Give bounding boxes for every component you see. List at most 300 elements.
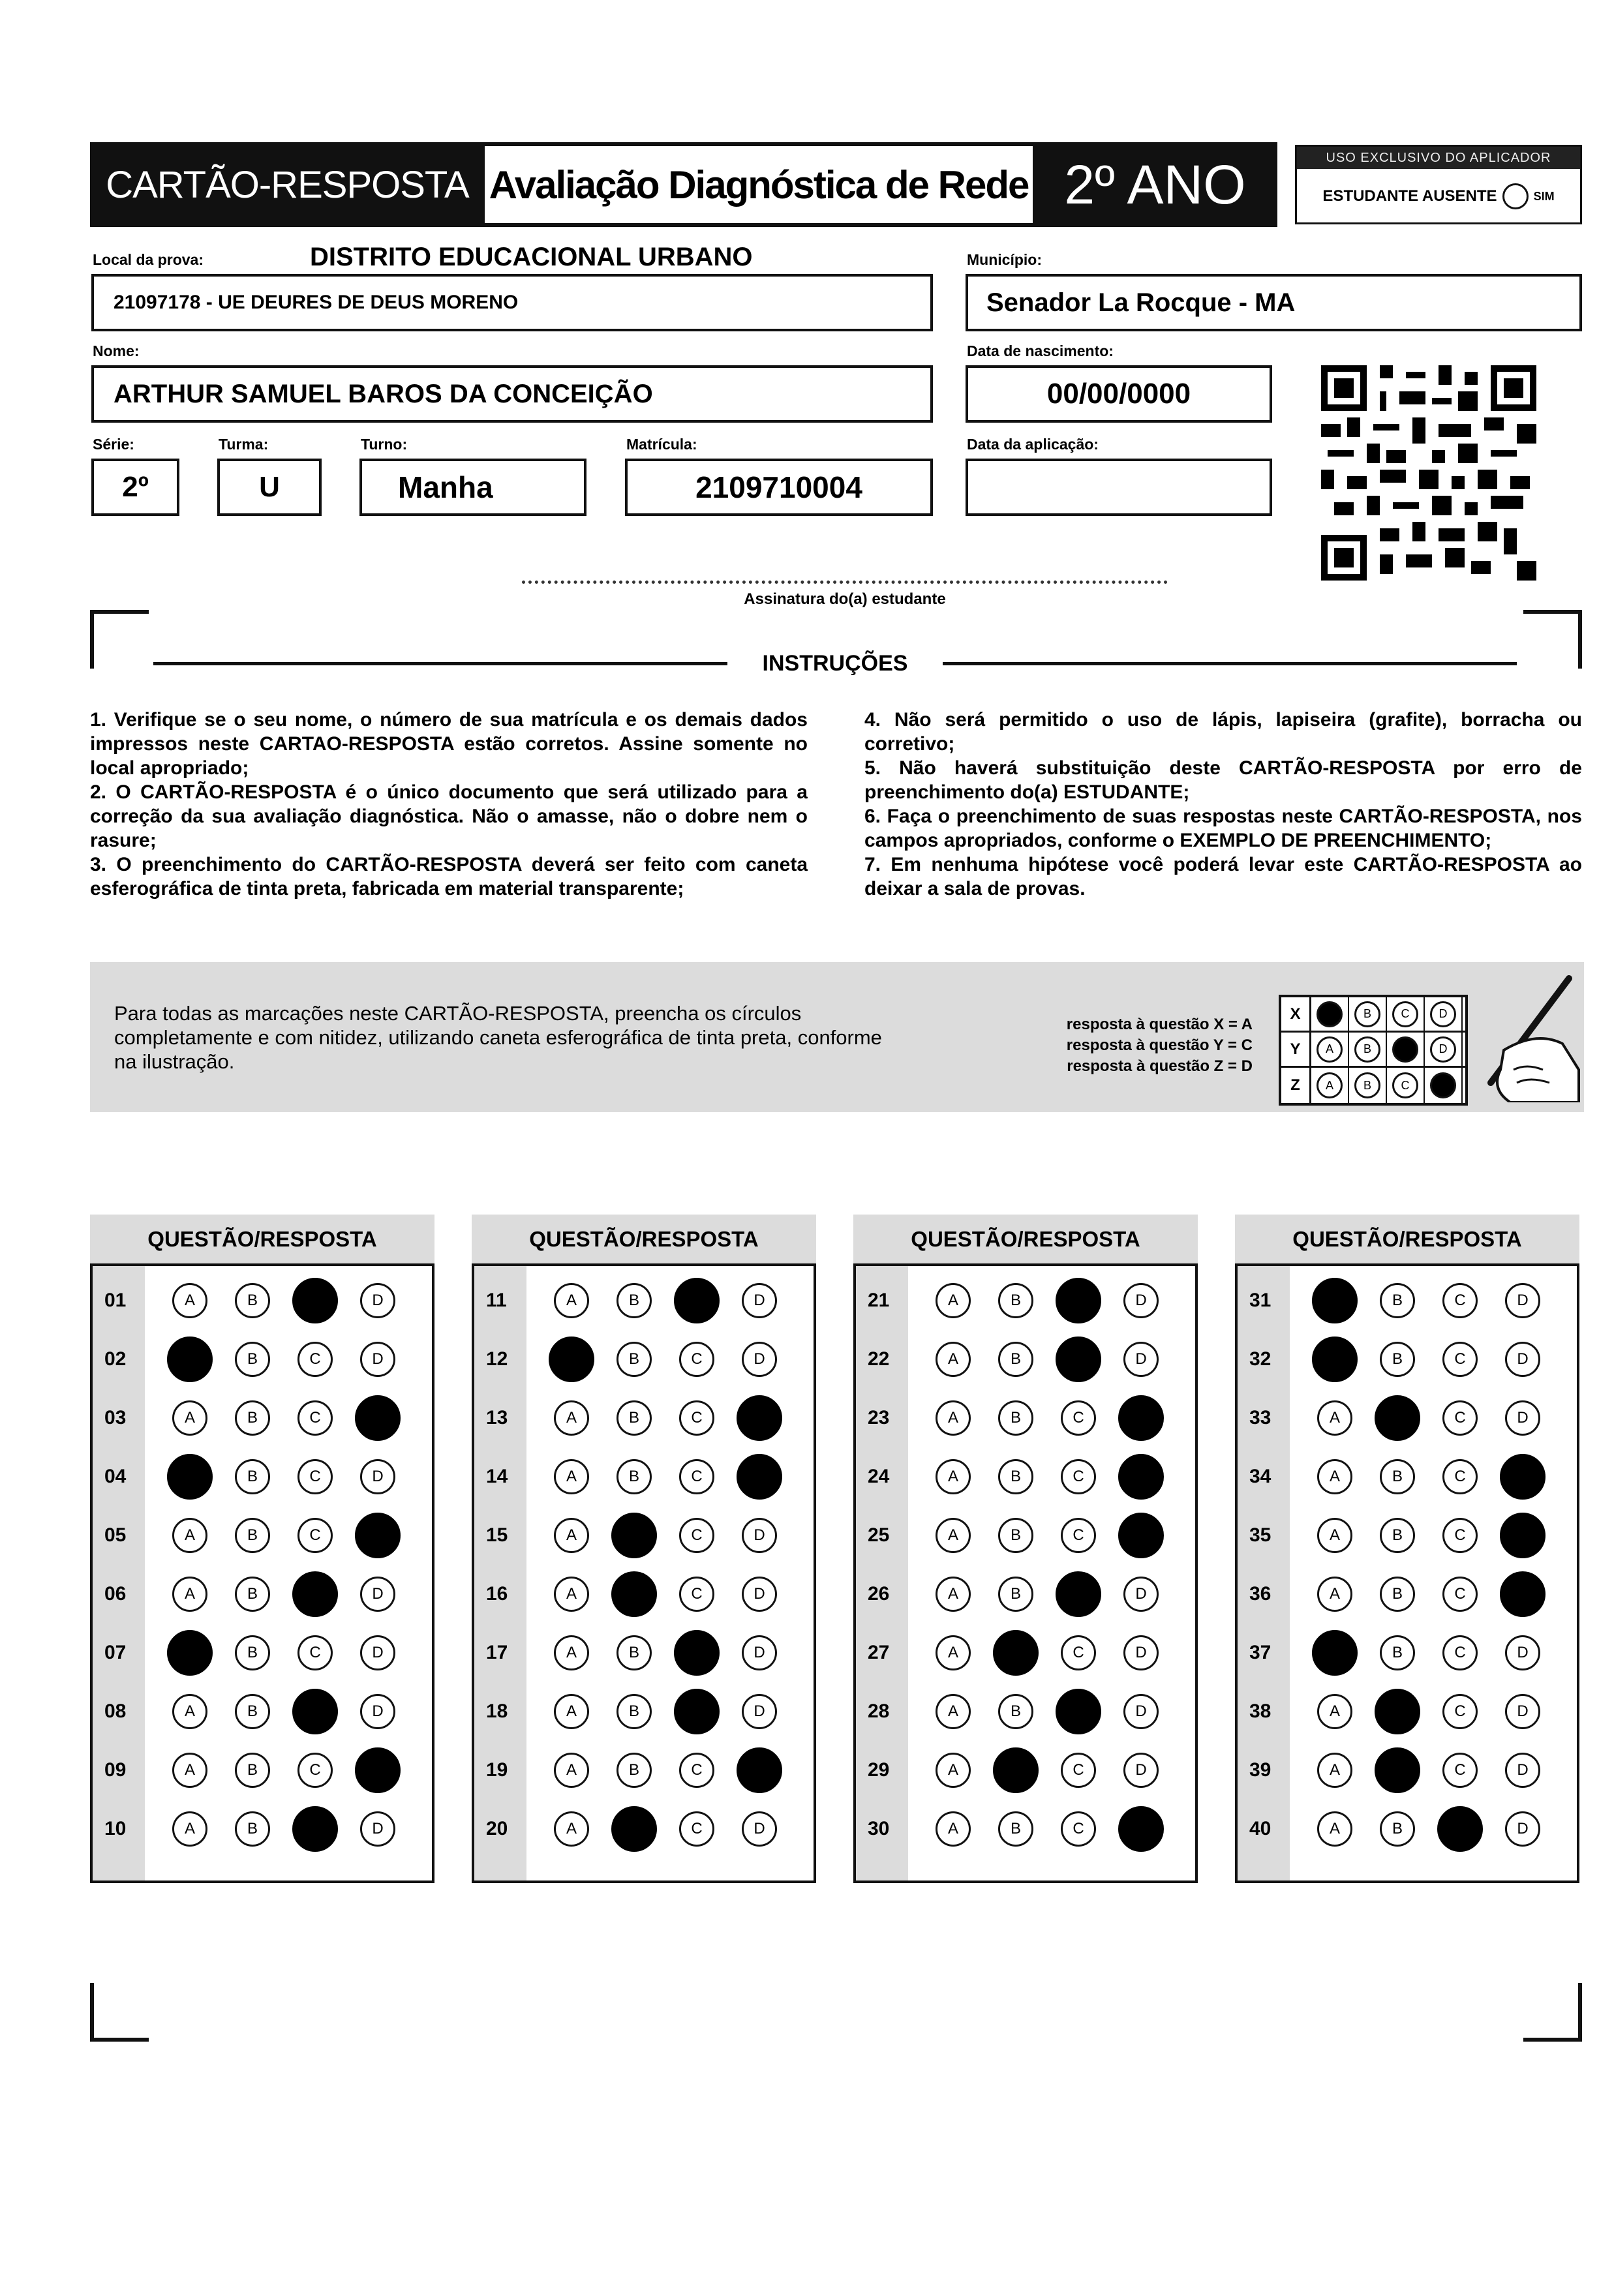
answer-bubble-a[interactable] bbox=[172, 1518, 207, 1553]
instructions-rule-right bbox=[943, 662, 1517, 665]
bubble-letter: B bbox=[1392, 1526, 1403, 1544]
answer-bubble-d[interactable] bbox=[742, 1577, 777, 1612]
answer-bubble-c[interactable] bbox=[679, 1459, 714, 1494]
question-row bbox=[474, 1682, 814, 1741]
bubble-letter: B bbox=[1010, 1526, 1021, 1544]
answer-bubble-d[interactable] bbox=[360, 1283, 395, 1318]
answer-block-2 bbox=[472, 1215, 816, 1886]
bubble-letter: D bbox=[1135, 1761, 1147, 1779]
bubble-letter: A bbox=[184, 1526, 195, 1544]
answer-bubble-a[interactable] bbox=[1317, 1577, 1352, 1612]
example-bubble-c: C bbox=[1392, 1072, 1418, 1098]
answer-bubble-a[interactable] bbox=[1312, 1630, 1358, 1676]
answer-bubble-b[interactable] bbox=[235, 1577, 270, 1612]
question-row bbox=[93, 1565, 432, 1624]
question-row bbox=[1238, 1447, 1577, 1506]
answer-bubble-d[interactable] bbox=[355, 1513, 401, 1558]
answer-bubble-c[interactable] bbox=[1061, 1400, 1096, 1436]
answer-bubble-b[interactable] bbox=[235, 1811, 270, 1847]
bubble-letter: D bbox=[754, 1292, 765, 1309]
bubble-letter: B bbox=[628, 1350, 639, 1368]
example-cell bbox=[1311, 997, 1349, 1031]
answer-bubble-a[interactable] bbox=[167, 1337, 213, 1382]
bubble-letter: D bbox=[1517, 1820, 1529, 1837]
bubble-letter: C bbox=[1454, 1468, 1466, 1485]
serie-value: 2º bbox=[122, 471, 149, 503]
answer-bubble-b[interactable] bbox=[617, 1400, 652, 1436]
answer-bubble-c[interactable] bbox=[1061, 1811, 1096, 1847]
question-row bbox=[93, 1682, 432, 1741]
qr-code-icon bbox=[1321, 365, 1536, 581]
answer-bubble-a[interactable] bbox=[554, 1283, 589, 1318]
answer-bubble-d[interactable] bbox=[1123, 1694, 1159, 1729]
answer-bubble-d[interactable] bbox=[1500, 1513, 1545, 1558]
question-row bbox=[1238, 1682, 1577, 1741]
answer-bubble-d[interactable] bbox=[1505, 1694, 1540, 1729]
answer-bubble-c[interactable] bbox=[674, 1278, 720, 1323]
example-cell bbox=[1387, 1068, 1425, 1103]
answer-bubble-a[interactable] bbox=[1317, 1811, 1352, 1847]
answer-bubble-b[interactable] bbox=[235, 1400, 270, 1436]
answer-bubble-b[interactable] bbox=[235, 1459, 270, 1494]
instruction-item: 1. Verifique se o seu nome, o número de sua matrícula e os demais dados impressos neste CARTAO-RESPOSTA estão corretos. Assine somente no local apropriado; bbox=[90, 709, 808, 779]
bubble-letter: C bbox=[1454, 1409, 1466, 1427]
answer-bubble-c[interactable] bbox=[1442, 1577, 1478, 1612]
answer-bubble-c[interactable] bbox=[297, 1342, 333, 1377]
answer-bubble-c[interactable] bbox=[1442, 1635, 1478, 1670]
matricula-label: Matrícula: bbox=[626, 436, 697, 453]
answer-bubble-b[interactable] bbox=[998, 1342, 1033, 1377]
bubble-letter: C bbox=[1073, 1409, 1084, 1427]
aplicacao-label: Data da aplicação: bbox=[967, 436, 1099, 453]
answer-bubble-a[interactable] bbox=[554, 1635, 589, 1670]
question-number: 36 bbox=[1249, 1583, 1271, 1605]
bubble-letter: A bbox=[566, 1409, 577, 1427]
answer-bubble-d[interactable] bbox=[1505, 1342, 1540, 1377]
bubble-letter: A bbox=[1329, 1409, 1340, 1427]
answer-bubble-d[interactable] bbox=[737, 1747, 782, 1793]
answer-bubble-d[interactable] bbox=[360, 1342, 395, 1377]
answer-bubble-a[interactable] bbox=[936, 1753, 971, 1788]
question-row bbox=[474, 1330, 814, 1389]
instructions-right bbox=[864, 708, 1582, 901]
answer-bubble-a[interactable] bbox=[549, 1337, 594, 1382]
example-bubble-d: D bbox=[1430, 1036, 1456, 1063]
answer-bubble-c[interactable] bbox=[292, 1571, 338, 1617]
answer-bubble-b[interactable] bbox=[235, 1518, 270, 1553]
answer-bubble-b[interactable] bbox=[1380, 1283, 1415, 1318]
answer-bubble-d[interactable] bbox=[737, 1454, 782, 1500]
example-line-z: resposta à questão Z = D bbox=[1067, 1057, 1253, 1075]
example-bubble-c bbox=[1392, 1036, 1418, 1063]
answer-bubble-d[interactable] bbox=[1118, 1395, 1164, 1441]
answer-bubble-d[interactable] bbox=[1505, 1811, 1540, 1847]
bubble-letter: A bbox=[947, 1761, 958, 1779]
question-number: 30 bbox=[868, 1818, 890, 1839]
example-grid bbox=[1279, 995, 1468, 1106]
answer-bubble-b[interactable] bbox=[617, 1342, 652, 1377]
answer-bubble-d[interactable] bbox=[360, 1694, 395, 1729]
question-row bbox=[474, 1447, 814, 1506]
question-row bbox=[1238, 1271, 1577, 1330]
answer-bubble-c[interactable] bbox=[679, 1400, 714, 1436]
question-row bbox=[474, 1271, 814, 1330]
answer-bubble-a[interactable] bbox=[554, 1577, 589, 1612]
answer-bubble-b[interactable] bbox=[998, 1400, 1033, 1436]
answer-bubble-c[interactable] bbox=[1061, 1459, 1096, 1494]
answer-bubble-b[interactable] bbox=[235, 1694, 270, 1729]
bubble-letter: B bbox=[628, 1468, 639, 1485]
bubble-letter: B bbox=[247, 1409, 258, 1427]
nome-field bbox=[91, 365, 933, 423]
bubble-letter: B bbox=[1010, 1702, 1021, 1720]
answer-bubble-c[interactable] bbox=[1442, 1753, 1478, 1788]
answer-bubble-a[interactable] bbox=[172, 1694, 207, 1729]
answer-bubble-d[interactable] bbox=[1123, 1635, 1159, 1670]
answer-bubble-c[interactable] bbox=[297, 1459, 333, 1494]
answer-bubble-a[interactable] bbox=[1317, 1753, 1352, 1788]
example-cell bbox=[1425, 997, 1463, 1031]
answer-bubble-d[interactable] bbox=[737, 1395, 782, 1441]
answer-bubble-d[interactable] bbox=[1118, 1513, 1164, 1558]
bubble-letter: C bbox=[1073, 1644, 1084, 1661]
bubble-letter: C bbox=[1073, 1468, 1084, 1485]
answer-bubble-b[interactable] bbox=[1380, 1577, 1415, 1612]
instructions-left bbox=[90, 708, 808, 901]
example-row-key: Z bbox=[1281, 1068, 1311, 1103]
question-number: 24 bbox=[868, 1466, 890, 1487]
answer-bubble-d[interactable] bbox=[1505, 1635, 1540, 1670]
bubble-letter: D bbox=[754, 1526, 765, 1544]
answer-bubble-d[interactable] bbox=[1118, 1806, 1164, 1852]
answer-bubble-a[interactable] bbox=[167, 1454, 213, 1500]
municipio-field bbox=[966, 274, 1582, 331]
answer-bubble-a[interactable] bbox=[936, 1577, 971, 1612]
question-number: 18 bbox=[486, 1700, 508, 1722]
answer-bubble-c[interactable] bbox=[297, 1635, 333, 1670]
question-row bbox=[1238, 1800, 1577, 1858]
example-line-y: resposta à questão Y = C bbox=[1066, 1036, 1253, 1054]
instruction-item: 3. O preenchimento do CARTÃO-RESPOSTA deverá ser feito com caneta esferográfica de tinta preta, fabricada em material transparente; bbox=[90, 854, 808, 899]
bubble-letter: B bbox=[1010, 1292, 1021, 1309]
answer-bubble-c[interactable] bbox=[1056, 1278, 1101, 1323]
answer-bubble-a[interactable] bbox=[936, 1694, 971, 1729]
answer-bubble-a[interactable] bbox=[554, 1518, 589, 1553]
bubble-letter: A bbox=[566, 1468, 577, 1485]
answer-bubble-a[interactable] bbox=[936, 1342, 971, 1377]
answer-bubble-d[interactable] bbox=[742, 1635, 777, 1670]
answer-bubble-b[interactable] bbox=[235, 1635, 270, 1670]
bubble-letter: B bbox=[247, 1761, 258, 1779]
absent-checkbox[interactable] bbox=[1502, 183, 1529, 209]
question-row bbox=[856, 1506, 1195, 1565]
answer-bubble-c[interactable] bbox=[679, 1342, 714, 1377]
example-bubble-a: A bbox=[1317, 1072, 1343, 1098]
answer-bubble-c[interactable] bbox=[1442, 1459, 1478, 1494]
bubble-letter: B bbox=[247, 1585, 258, 1603]
example-cell bbox=[1311, 1033, 1349, 1066]
example-bubble-c: C bbox=[1392, 1001, 1418, 1027]
answer-bubble-d[interactable] bbox=[360, 1459, 395, 1494]
bubble-letter: D bbox=[754, 1644, 765, 1661]
example-cell bbox=[1387, 1033, 1425, 1066]
answer-bubble-b[interactable] bbox=[611, 1571, 657, 1617]
answer-bubble-a[interactable] bbox=[1312, 1278, 1358, 1323]
answer-bubble-d[interactable] bbox=[1123, 1753, 1159, 1788]
answer-bubble-a[interactable] bbox=[554, 1753, 589, 1788]
instruction-item: 5. Não haverá substituição deste CARTÃO-RESPOSTA por erro de preenchimento do(a) ESTUDANTE; bbox=[864, 757, 1582, 803]
matricula-field bbox=[625, 459, 933, 516]
answer-bubble-b[interactable] bbox=[998, 1459, 1033, 1494]
answer-bubble-a[interactable] bbox=[1317, 1518, 1352, 1553]
turno-value: Manha bbox=[398, 470, 493, 504]
question-number: 35 bbox=[1249, 1524, 1271, 1546]
answer-bubble-c[interactable] bbox=[1442, 1518, 1478, 1553]
answer-bubble-b[interactable] bbox=[993, 1630, 1039, 1676]
answer-bubble-d[interactable] bbox=[1505, 1400, 1540, 1436]
serie-label: Série: bbox=[93, 436, 134, 453]
answer-bubble-c[interactable] bbox=[679, 1811, 714, 1847]
answer-bubble-b[interactable] bbox=[235, 1283, 270, 1318]
answer-bubble-d[interactable] bbox=[1123, 1577, 1159, 1612]
question-number: 06 bbox=[104, 1583, 127, 1605]
question-number: 11 bbox=[486, 1290, 507, 1311]
answer-bubble-a[interactable] bbox=[554, 1400, 589, 1436]
bubble-letter: C bbox=[1454, 1702, 1466, 1720]
answer-bubble-a[interactable] bbox=[936, 1635, 971, 1670]
question-number: 32 bbox=[1249, 1348, 1271, 1370]
bubble-letter: C bbox=[309, 1409, 321, 1427]
bubble-letter: B bbox=[1010, 1468, 1021, 1485]
question-row bbox=[93, 1741, 432, 1800]
answer-bubble-d[interactable] bbox=[1123, 1283, 1159, 1318]
instruction-item: 4. Não será permitido o uso de lápis, lapiseira (grafite), borracha ou corretivo; bbox=[864, 709, 1582, 755]
answer-bubble-b[interactable] bbox=[617, 1753, 652, 1788]
block-body bbox=[90, 1263, 434, 1883]
answer-bubble-b[interactable] bbox=[235, 1342, 270, 1377]
answer-bubble-b[interactable] bbox=[1380, 1518, 1415, 1553]
answer-bubble-c[interactable] bbox=[1442, 1400, 1478, 1436]
answer-bubble-c[interactable] bbox=[1442, 1283, 1478, 1318]
bubble-letter: C bbox=[309, 1761, 321, 1779]
bubble-letter: A bbox=[947, 1292, 958, 1309]
answer-bubble-a[interactable] bbox=[1317, 1400, 1352, 1436]
answer-bubble-a[interactable] bbox=[554, 1459, 589, 1494]
answer-bubble-b[interactable] bbox=[617, 1459, 652, 1494]
answer-bubble-b[interactable] bbox=[1380, 1342, 1415, 1377]
answer-bubble-b[interactable] bbox=[998, 1283, 1033, 1318]
example-bubble-a bbox=[1317, 1001, 1343, 1027]
question-row bbox=[856, 1330, 1195, 1389]
answer-bubble-d[interactable] bbox=[1505, 1753, 1540, 1788]
answer-bubble-a[interactable] bbox=[172, 1753, 207, 1788]
bubble-letter: C bbox=[691, 1526, 703, 1544]
bubble-letter: D bbox=[372, 1820, 384, 1837]
answer-bubble-d[interactable] bbox=[1505, 1283, 1540, 1318]
answer-bubble-b[interactable] bbox=[1380, 1459, 1415, 1494]
nascimento-value: 00/00/0000 bbox=[1046, 378, 1191, 410]
bubble-letter: B bbox=[247, 1526, 258, 1544]
answer-bubble-a[interactable] bbox=[1312, 1337, 1358, 1382]
answer-bubble-a[interactable] bbox=[554, 1694, 589, 1729]
nascimento-field bbox=[966, 365, 1272, 423]
bubble-letter: A bbox=[947, 1702, 958, 1720]
question-row bbox=[474, 1565, 814, 1624]
bubble-letter: D bbox=[1517, 1409, 1529, 1427]
answer-bubble-a[interactable] bbox=[1317, 1459, 1352, 1494]
answer-bubble-a[interactable] bbox=[1317, 1694, 1352, 1729]
turno-field bbox=[359, 459, 586, 516]
answer-bubble-b[interactable] bbox=[617, 1283, 652, 1318]
answer-bubble-b[interactable] bbox=[998, 1694, 1033, 1729]
answer-bubble-c[interactable] bbox=[1056, 1571, 1101, 1617]
question-number: 20 bbox=[486, 1818, 508, 1839]
bubble-letter: A bbox=[184, 1761, 195, 1779]
bubble-letter: D bbox=[1517, 1761, 1529, 1779]
instructions-rule-left bbox=[153, 662, 727, 665]
answer-bubble-a[interactable] bbox=[936, 1811, 971, 1847]
answer-bubble-b[interactable] bbox=[617, 1694, 652, 1729]
answer-bubble-d[interactable] bbox=[355, 1747, 401, 1793]
answer-bubble-b[interactable] bbox=[611, 1806, 657, 1852]
answer-bubble-c[interactable] bbox=[1442, 1694, 1478, 1729]
answer-bubble-b[interactable] bbox=[617, 1635, 652, 1670]
question-number: 34 bbox=[1249, 1466, 1271, 1487]
answer-bubble-a[interactable] bbox=[936, 1459, 971, 1494]
question-row bbox=[856, 1389, 1195, 1447]
answer-bubble-c[interactable] bbox=[292, 1689, 338, 1734]
signature-label: Assinatura do(a) estudante bbox=[744, 590, 946, 608]
answer-bubble-a[interactable] bbox=[172, 1400, 207, 1436]
answer-bubble-b[interactable] bbox=[1380, 1811, 1415, 1847]
matricula-value: 2109710004 bbox=[695, 470, 862, 504]
answer-bubble-b[interactable] bbox=[611, 1513, 657, 1558]
question-row bbox=[856, 1741, 1195, 1800]
answer-bubble-d[interactable] bbox=[360, 1811, 395, 1847]
question-number: 19 bbox=[486, 1759, 508, 1781]
answer-bubble-d[interactable] bbox=[1500, 1454, 1545, 1500]
answer-bubble-d[interactable] bbox=[742, 1342, 777, 1377]
applicator-box bbox=[1295, 145, 1582, 224]
bubble-letter: C bbox=[1073, 1820, 1084, 1837]
answer-bubble-b[interactable] bbox=[235, 1753, 270, 1788]
answer-bubble-c[interactable] bbox=[297, 1518, 333, 1553]
answer-bubble-d[interactable] bbox=[1500, 1571, 1545, 1617]
answer-bubble-b[interactable] bbox=[993, 1747, 1039, 1793]
answer-bubble-b[interactable] bbox=[998, 1811, 1033, 1847]
answer-bubble-c[interactable] bbox=[1061, 1518, 1096, 1553]
example-row bbox=[1281, 997, 1465, 1033]
answer-bubble-a[interactable] bbox=[172, 1283, 207, 1318]
answer-bubble-c[interactable] bbox=[679, 1753, 714, 1788]
question-number: 39 bbox=[1249, 1759, 1271, 1781]
turma-value: U bbox=[259, 471, 280, 503]
question-number: 37 bbox=[1249, 1642, 1271, 1663]
answer-bubble-d[interactable] bbox=[1123, 1342, 1159, 1377]
answer-bubble-a[interactable] bbox=[554, 1811, 589, 1847]
example-row-key: Y bbox=[1281, 1033, 1311, 1066]
question-row bbox=[93, 1624, 432, 1682]
signature-line[interactable] bbox=[522, 581, 1168, 584]
answer-bubble-c[interactable] bbox=[297, 1753, 333, 1788]
answer-bubble-c[interactable] bbox=[1442, 1342, 1478, 1377]
answer-bubble-b[interactable] bbox=[1380, 1635, 1415, 1670]
bubble-letter: C bbox=[1073, 1761, 1084, 1779]
bubble-letter: C bbox=[1454, 1585, 1466, 1603]
answer-bubble-c[interactable] bbox=[674, 1630, 720, 1676]
answer-bubble-b[interactable] bbox=[1375, 1395, 1420, 1441]
grade-badge: 2º ANO bbox=[1033, 142, 1277, 227]
answer-block-3 bbox=[853, 1215, 1198, 1886]
question-row bbox=[93, 1447, 432, 1506]
answer-bubble-c[interactable] bbox=[1061, 1753, 1096, 1788]
answer-bubble-d[interactable] bbox=[742, 1694, 777, 1729]
answer-block-4 bbox=[1235, 1215, 1579, 1886]
answer-bubble-a[interactable] bbox=[172, 1811, 207, 1847]
answer-bubble-d[interactable] bbox=[355, 1395, 401, 1441]
bubble-letter: A bbox=[947, 1350, 958, 1368]
answer-bubble-d[interactable] bbox=[360, 1635, 395, 1670]
answer-bubble-d[interactable] bbox=[360, 1577, 395, 1612]
answer-bubble-c[interactable] bbox=[1061, 1635, 1096, 1670]
bubble-letter: D bbox=[1517, 1350, 1529, 1368]
bubble-letter: D bbox=[1517, 1644, 1529, 1661]
answer-bubble-b[interactable] bbox=[998, 1577, 1033, 1612]
answer-bubble-b[interactable] bbox=[998, 1518, 1033, 1553]
bubble-letter: A bbox=[566, 1702, 577, 1720]
block-header: QUESTÃO/RESPOSTA bbox=[853, 1215, 1198, 1263]
answer-bubble-c[interactable] bbox=[292, 1278, 338, 1323]
bubble-letter: A bbox=[947, 1409, 958, 1427]
question-number: 17 bbox=[486, 1642, 508, 1663]
answer-bubble-c[interactable] bbox=[292, 1806, 338, 1852]
absent-yes-label: SIM bbox=[1533, 189, 1555, 203]
bubble-letter: D bbox=[1517, 1292, 1529, 1309]
bubble-letter: D bbox=[754, 1350, 765, 1368]
answer-bubble-d[interactable] bbox=[742, 1518, 777, 1553]
answer-bubble-c[interactable] bbox=[674, 1689, 720, 1734]
answer-bubble-c[interactable] bbox=[1056, 1689, 1101, 1734]
aplicacao-field[interactable] bbox=[966, 459, 1272, 516]
answer-bubble-d[interactable] bbox=[742, 1811, 777, 1847]
bubble-letter: B bbox=[1010, 1585, 1021, 1603]
bubble-letter: C bbox=[691, 1350, 703, 1368]
answer-bubble-a[interactable] bbox=[936, 1518, 971, 1553]
answer-bubble-c[interactable] bbox=[679, 1518, 714, 1553]
answer-bubble-a[interactable] bbox=[936, 1400, 971, 1436]
local-school-value: 21097178 - UE DEURES DE DEUS MORENO bbox=[114, 292, 519, 313]
bubble-letter: B bbox=[1392, 1468, 1403, 1485]
answer-bubble-b[interactable] bbox=[1375, 1747, 1420, 1793]
question-number: 04 bbox=[104, 1466, 127, 1487]
answer-bubble-a[interactable] bbox=[167, 1630, 213, 1676]
serie-field bbox=[91, 459, 179, 516]
answer-bubble-a[interactable] bbox=[172, 1577, 207, 1612]
bubble-letter: B bbox=[1010, 1409, 1021, 1427]
answer-bubble-c[interactable] bbox=[679, 1577, 714, 1612]
answer-bubble-d[interactable] bbox=[1118, 1454, 1164, 1500]
answer-bubble-c[interactable] bbox=[297, 1400, 333, 1436]
bubble-letter: D bbox=[372, 1468, 384, 1485]
answer-bubble-a[interactable] bbox=[936, 1283, 971, 1318]
answer-bubble-c[interactable] bbox=[1437, 1806, 1483, 1852]
example-row bbox=[1281, 1033, 1465, 1068]
answer-bubble-b[interactable] bbox=[1375, 1689, 1420, 1734]
question-row bbox=[93, 1389, 432, 1447]
question-row bbox=[1238, 1506, 1577, 1565]
answer-bubble-d[interactable] bbox=[742, 1283, 777, 1318]
answer-bubble-c[interactable] bbox=[1056, 1337, 1101, 1382]
